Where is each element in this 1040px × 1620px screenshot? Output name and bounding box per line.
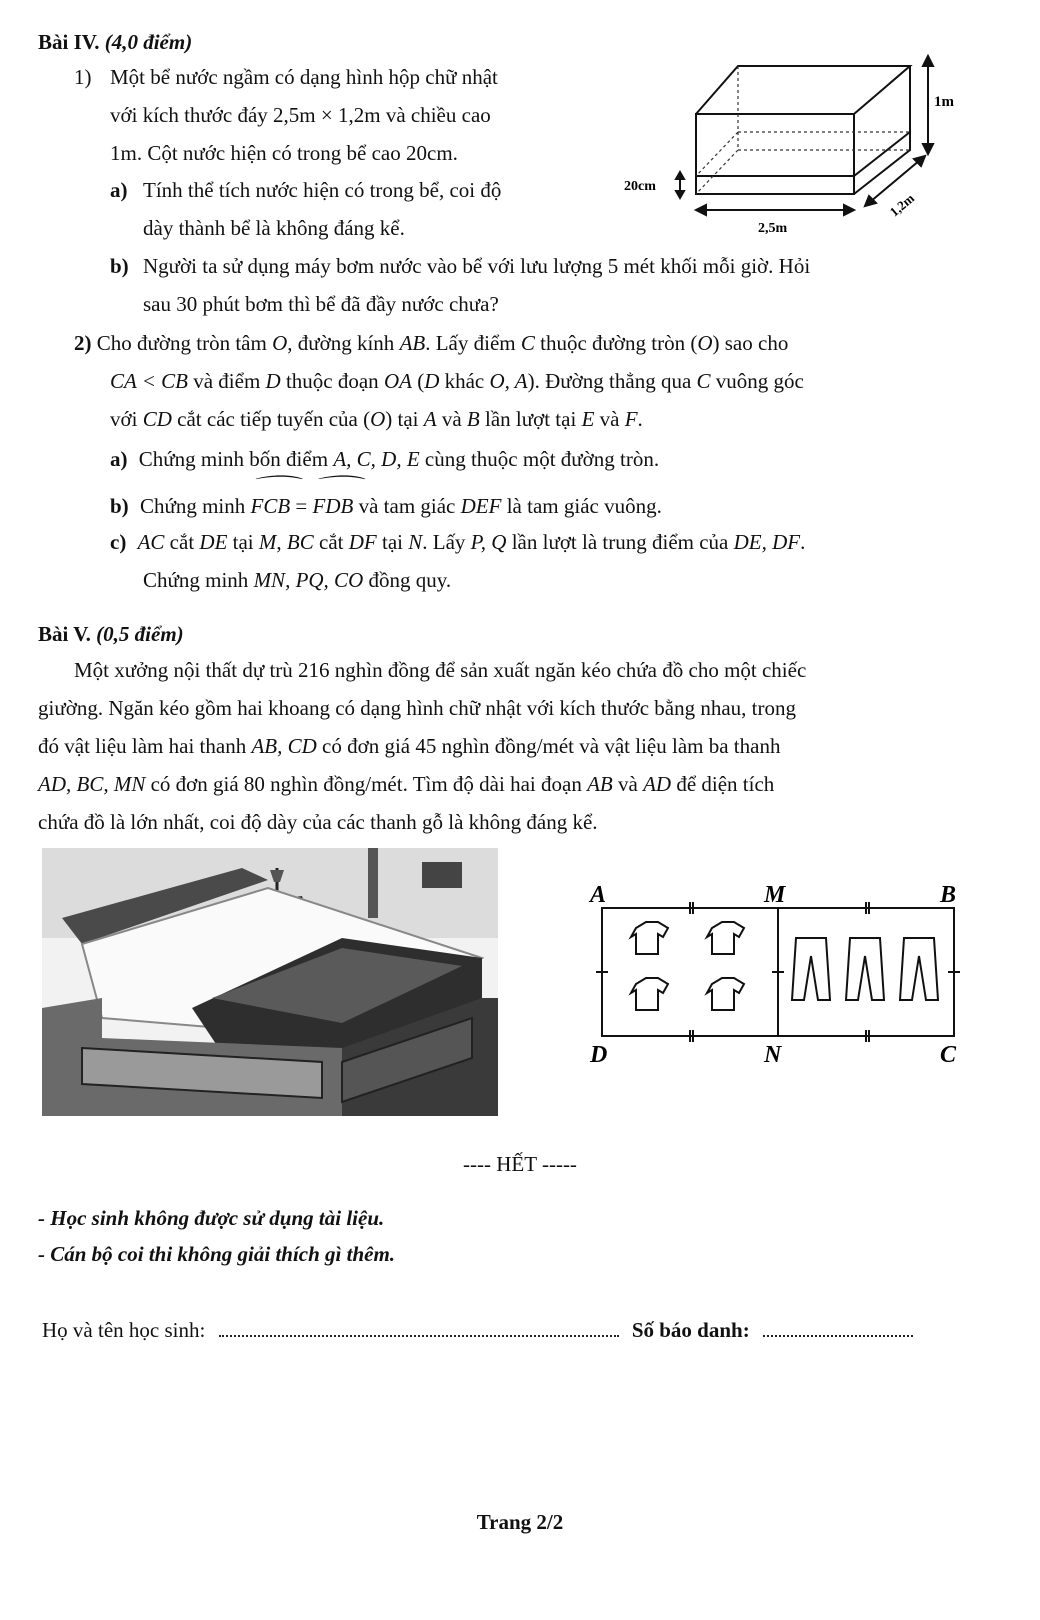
q2-text: = [290, 494, 313, 518]
q2-text: Chứng minh [139, 494, 251, 518]
q2-text: đồng quy. [363, 568, 452, 592]
bai5-text: có đơn giá 80 nghìn đồng/mét. Tìm độ dài hai đoạn [145, 772, 588, 796]
drawer-diagram [582, 860, 1002, 1090]
q2-text: là tam giác vuông. [501, 494, 662, 518]
q2-text: lần lượt là trung điểm của [506, 530, 734, 554]
q2-text: ). Đường thẳng qua [527, 369, 697, 393]
bai5-heading [38, 622, 184, 647]
pants-icon [900, 938, 938, 1000]
bai5-line-3 [38, 734, 780, 759]
water-height-label: 20cm [624, 179, 656, 194]
q2-text: . [800, 530, 806, 554]
bai5-var: AD [643, 772, 672, 796]
q2-var: A, C, D, E [333, 447, 420, 471]
q2-text: khác [439, 369, 490, 393]
q1a-line-1: Tính thể tích nước hiện có trong bể, coi độ [143, 178, 502, 202]
q2-var: P, Q [470, 530, 507, 554]
q1-number: 1) [74, 65, 92, 89]
q2-var: DEF [460, 494, 502, 518]
name-label: Họ và tên học sinh: [42, 1318, 206, 1342]
q2-var: AC [137, 530, 165, 554]
angle-fcb: ⌒ FCB [251, 490, 291, 519]
bai5-line-4 [38, 772, 774, 797]
shirt-icon [631, 922, 668, 954]
label-N: N [764, 1042, 782, 1068]
q2-var: DF [348, 530, 377, 554]
q2-var: E [581, 407, 595, 431]
q2-text: . [637, 407, 643, 431]
q2c-line-1 [110, 530, 805, 555]
q2-var: CA < CB [110, 369, 188, 393]
shirt-icon [707, 922, 744, 954]
q2-var: C [696, 369, 711, 393]
q2-var: O, A [489, 369, 528, 393]
q2a-label: a) [110, 447, 128, 471]
bed-illustration [42, 848, 498, 1116]
q1a-line-2: dày thành bể là không đáng kể. [143, 216, 405, 240]
bai5-text: và [612, 772, 644, 796]
q2-text: và [594, 407, 625, 431]
q2-text: ) tại [385, 407, 424, 431]
q2c-line-2 [143, 568, 451, 593]
q1a-label: a) [110, 178, 128, 202]
q2-var: MN, PQ, CO [253, 568, 364, 592]
q2-var: BC [286, 530, 314, 554]
bai4-points: (4,0 điểm) [104, 30, 193, 54]
q2-var: A [423, 407, 437, 431]
bai5-var: AB, CD [251, 734, 317, 758]
q1-line-1: Một bể nước ngầm có dạng hình hộp chữ nhật [110, 65, 498, 89]
height-label: 1m [934, 94, 954, 110]
shirt-icon [631, 978, 668, 1010]
bai4-heading [38, 30, 192, 55]
bai4-title: Bài IV. [38, 30, 100, 54]
q2-number: 2) [74, 331, 92, 355]
q2-text: lần lượt tại [479, 407, 582, 431]
bai5-points: (0,5 điểm) [96, 622, 184, 646]
label-D: D [590, 1042, 608, 1068]
q2-text: tại [227, 530, 259, 554]
q2-text: cùng thuộc một đường tròn. [419, 447, 660, 471]
bai5-text: đó vật liệu làm hai thanh [38, 734, 252, 758]
q2-text: cắt [313, 530, 349, 554]
q1b-line-1: Người ta sử dụng máy bơm nước vào bể với lưu lượng 5 mét khối mỗi giờ. Hỏi [143, 254, 811, 278]
q2-text: , đường kính [287, 331, 400, 355]
angle-fdb: ⌒ FDB [313, 490, 354, 519]
tank-front-face [696, 114, 854, 194]
q1b-line-2: sau 30 phút bơm thì bể đã đầy nước chưa? [143, 292, 499, 316]
end-marker: ---- HẾT ----- [463, 1152, 577, 1176]
q2-text: . Lấy điểm [425, 331, 521, 355]
bai5-title: Bài V. [38, 622, 91, 646]
q2-text: thuộc đoạn [280, 369, 384, 393]
q2-var: M [258, 530, 277, 554]
sbd-label: Số báo danh: [631, 1318, 750, 1342]
q2-text: vuông góc [710, 369, 804, 393]
q2-text: ( [411, 369, 425, 393]
q1b-label: b) [110, 254, 129, 278]
q1-line-2: với kích thước đáy 2,5m × 1,2m và chiều cao [110, 103, 491, 127]
q2-text: Cho đường tròn tâm [96, 331, 273, 355]
bai5-line-5: chứa đồ là lớn nhất, coi độ dày của các thanh gỗ là không đáng kể. [38, 810, 598, 834]
q2b [110, 490, 662, 519]
q2-text: Chứng minh bốn điểm [138, 447, 334, 471]
depth-label: 1,2m [886, 190, 918, 220]
q2-text: ) sao cho [712, 331, 789, 355]
q2-line-2 [110, 369, 804, 394]
bai5-line-1: Một xưởng nội thất dự trù 216 nghìn đồng để sản xuất ngăn kéo chứa đồ cho một chiếc [74, 658, 807, 682]
q2-var: C [520, 331, 535, 355]
q1-line-3: 1m. Cột nước hiện có trong bể cao 20cm. [110, 141, 458, 165]
q2-var: F [624, 407, 638, 431]
q2-var: DE [199, 530, 228, 554]
pants-icon [846, 938, 884, 1000]
q2-text: cắt các tiếp tuyến của ( [171, 407, 371, 431]
student-info-row [42, 1318, 913, 1343]
q2-var: N [408, 530, 423, 554]
bai5-text: có đơn giá 45 nghìn đồng/mét và vật liệu làm ba thanh [316, 734, 781, 758]
q2-text: và [436, 407, 467, 431]
bai5-text: để diện tích [671, 772, 775, 796]
q2-var: CD [142, 407, 172, 431]
bai5-var: AB [587, 772, 613, 796]
q2c-label: c) [110, 530, 127, 554]
q2-var: OA [383, 369, 412, 393]
sbd-field[interactable] [763, 1335, 913, 1337]
q2-line-1 [74, 331, 788, 356]
page-number: Trang 2/2 [476, 1510, 564, 1534]
q2a [110, 447, 659, 472]
note-1: - Học sinh không được sử dụng tài liệu. [38, 1206, 385, 1230]
pants-icon [792, 938, 830, 1000]
q2-var: O [370, 407, 386, 431]
q2-var: B [466, 407, 480, 431]
q2-text: . Lấy [422, 530, 471, 554]
note-2: - Cán bộ coi thi không giải thích gì thêm. [38, 1242, 396, 1266]
q2b-label: b) [110, 494, 129, 518]
q2-text: và tam giác [353, 494, 461, 518]
q2-text: , [276, 530, 287, 554]
q2-var: AB [399, 331, 426, 355]
name-field[interactable] [219, 1335, 619, 1337]
label-B: B [940, 882, 957, 908]
q2-var: D [424, 369, 440, 393]
q2-text: Chứng minh [143, 568, 254, 592]
bai5-line-2: giường. Ngăn kéo gồm hai khoang có dạng hình chữ nhật với kích thước bằng nhau, trong [38, 696, 796, 720]
q2-var: DE, DF [733, 530, 801, 554]
q2-text: thuộc đường tròn ( [534, 331, 698, 355]
bai5-var: AD, BC, MN [38, 772, 146, 796]
tank-figure [620, 52, 970, 242]
q2-line-3 [110, 407, 643, 432]
q2-text: tại [376, 530, 409, 554]
shirt-icon [707, 978, 744, 1010]
q2-var: O [272, 331, 288, 355]
q2-var: O [697, 331, 713, 355]
q2-text: và điểm [187, 369, 266, 393]
bed-photo [42, 848, 498, 1116]
label-A: A [590, 882, 607, 908]
label-M: M [764, 882, 786, 908]
length-label: 2,5m [758, 221, 788, 236]
q2-text: cắt [164, 530, 200, 554]
q2-text: với [110, 407, 143, 431]
q2-var: D [265, 369, 281, 393]
label-C: C [940, 1042, 957, 1068]
